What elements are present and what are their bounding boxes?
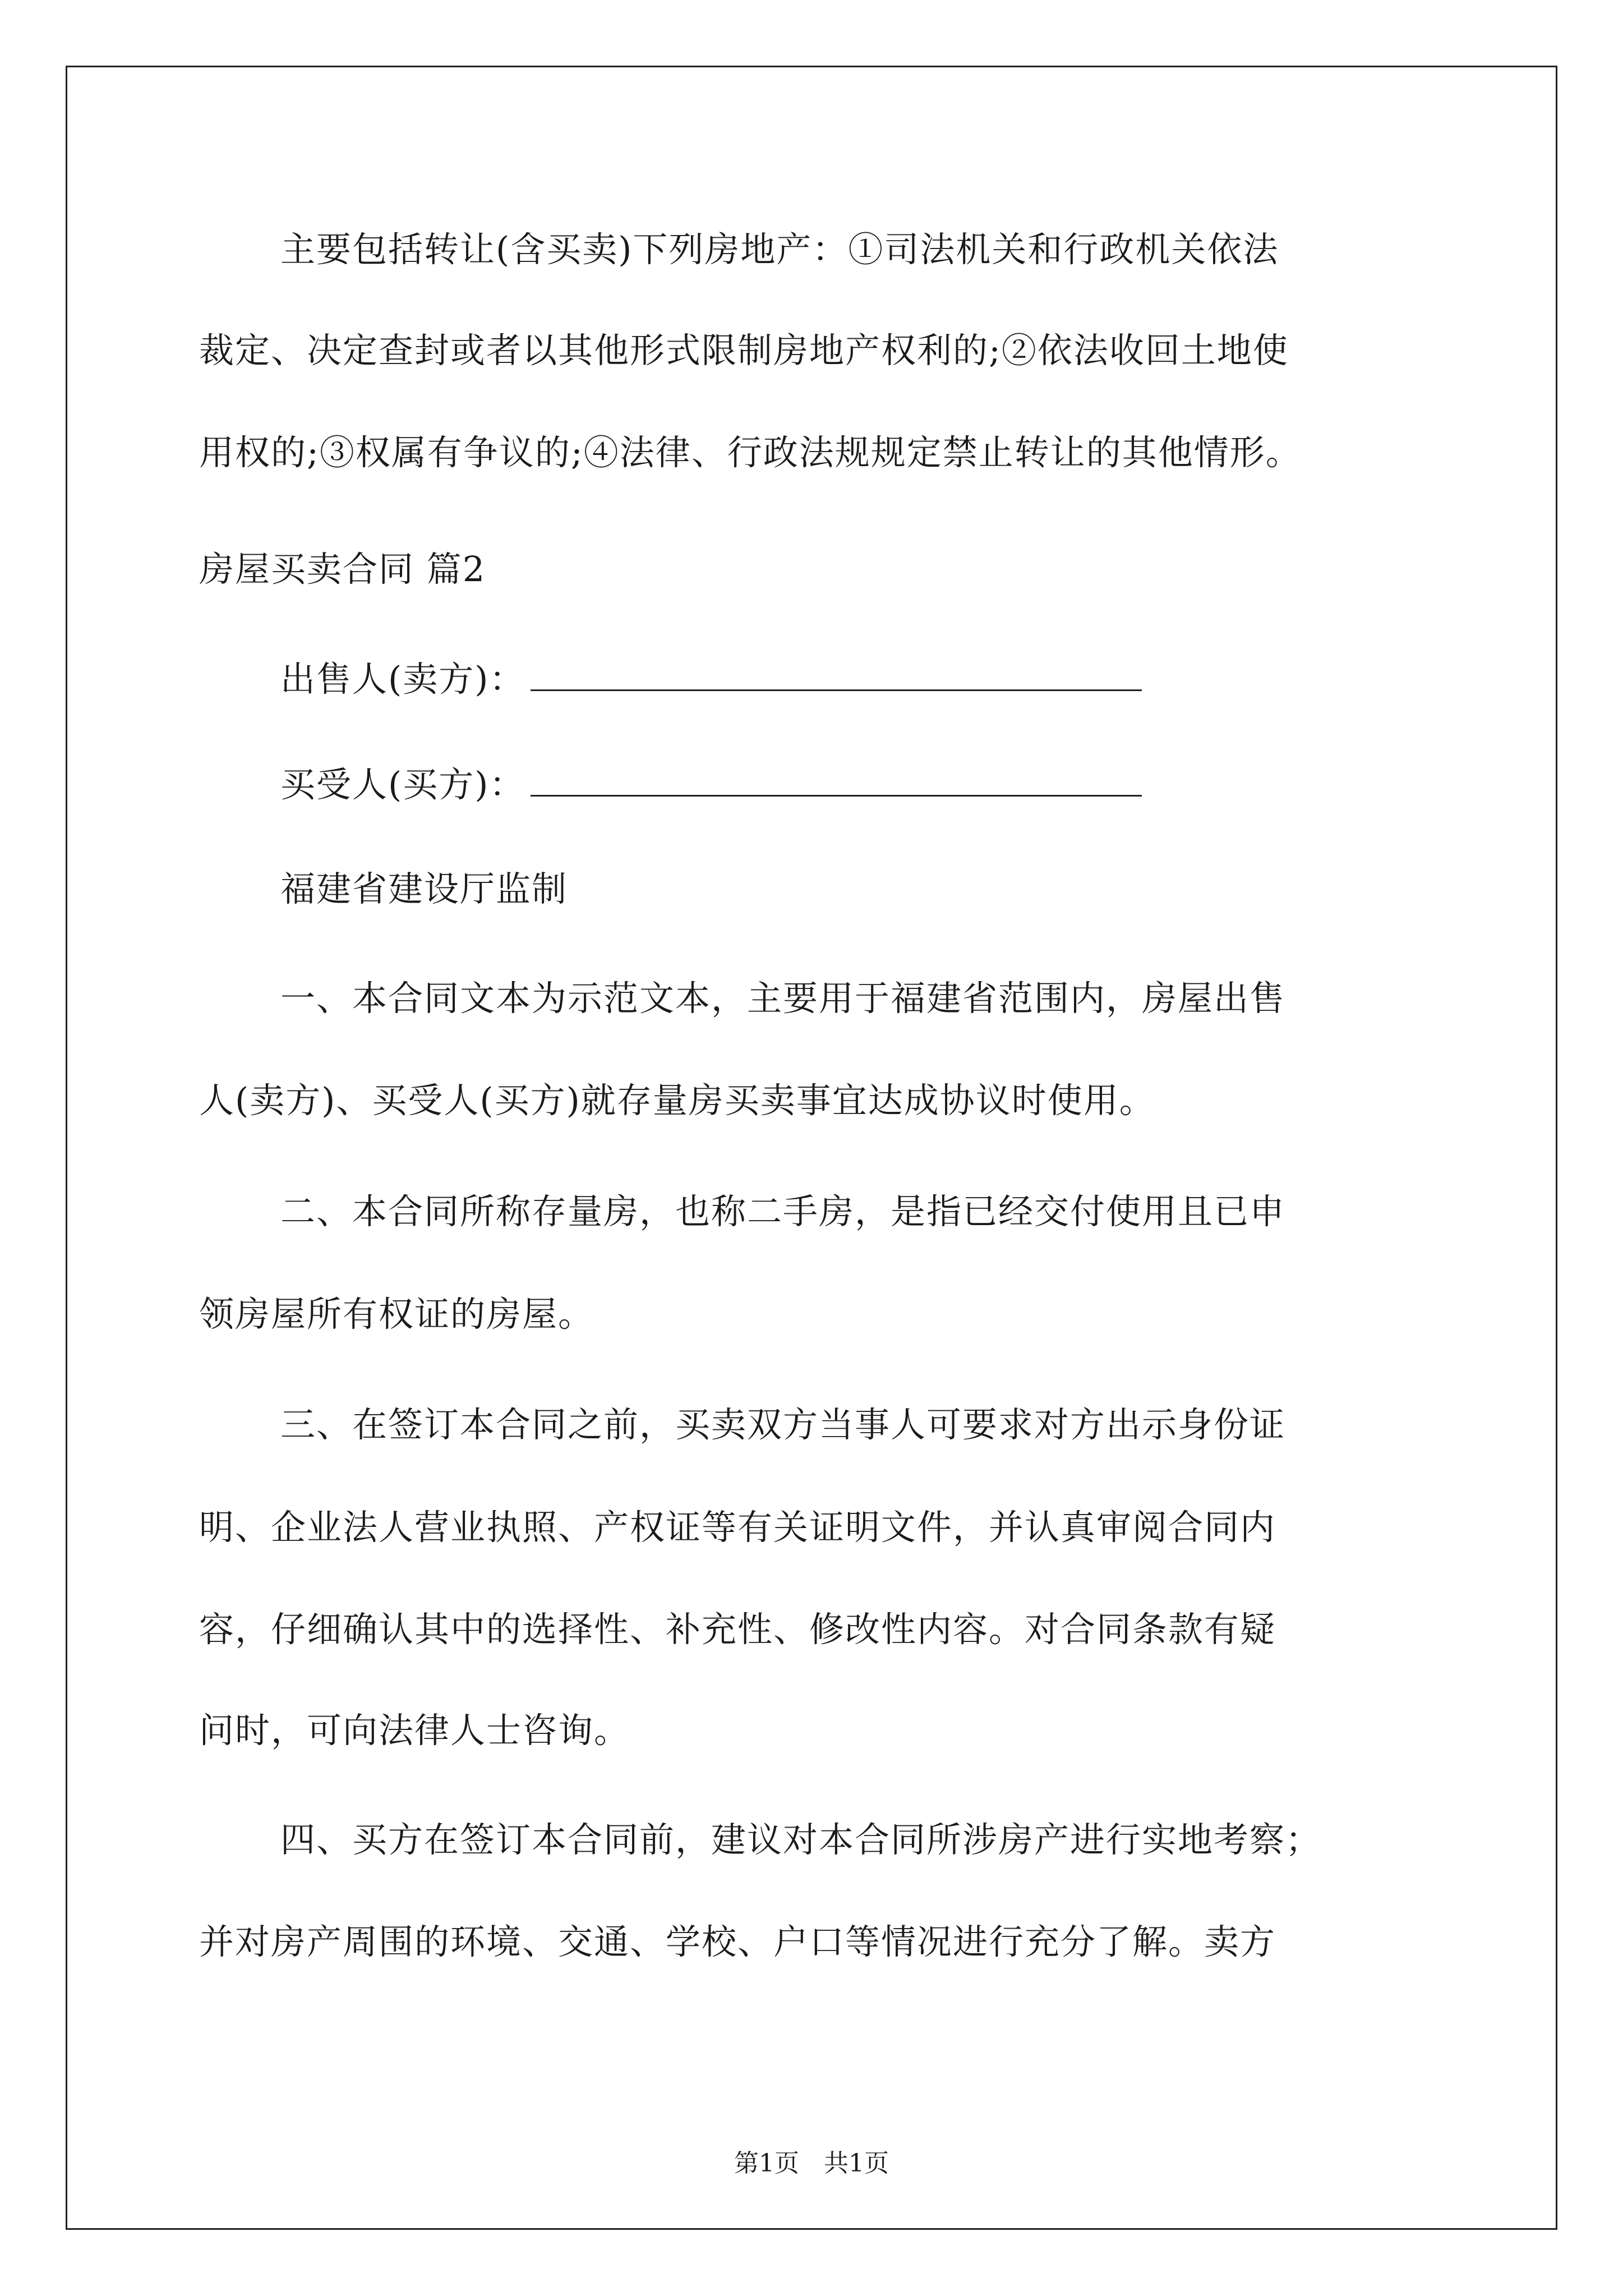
paragraph-line: 领房屋所有权证的房屋。 <box>199 1294 594 1335</box>
section-heading: 房屋买卖合同 篇2 <box>199 549 486 590</box>
paragraph-line: 二、本合同所称存量房，也称二手房，是指已经交付使用且已申 <box>280 1191 1286 1232</box>
seller-blank-line <box>531 655 1142 691</box>
paragraph-line: 明、企业法人营业执照、产权证等有关证明文件，并认真审阅合同内 <box>199 1507 1276 1548</box>
seller-label: 出售人(卖方)： <box>280 659 525 700</box>
paragraph-line: 裁定、决定查封或者以其他形式限制房地产权利的;②依法收回土地使 <box>199 330 1289 371</box>
paragraph-line: 并对房产周围的环境、交通、学校、户口等情况进行充分了解。卖方 <box>199 1921 1276 1962</box>
paragraph-line: 问时，可向法律人士咨询。 <box>199 1710 630 1751</box>
paragraph-line: 主要包括转让(含买卖)下列房地产：①司法机关和行政机关依法 <box>280 229 1279 270</box>
buyer-label: 买受人(买方)： <box>280 764 525 805</box>
issuer-line: 福建省建设厅监制 <box>280 868 568 909</box>
page-border <box>66 66 1557 2230</box>
paragraph-line: 容，仔细确认其中的选择性、补充性、修改性内容。对合同条款有疑 <box>199 1609 1276 1650</box>
paragraph-line: 一、本合同文本为示范文本，主要用于福建省范围内，房屋出售 <box>280 978 1286 1019</box>
page-footer: 第1页 共1页 <box>734 2149 889 2178</box>
paragraph-line: 三、在签订本合同之前，买卖双方当事人可要求对方出示身份证 <box>280 1404 1286 1445</box>
paragraph-line: 人(卖方)、买受人(买方)就存量房买卖事宜达成协议时使用。 <box>199 1080 1155 1121</box>
buyer-blank-line <box>531 760 1142 797</box>
paragraph-line: 四、买方在签订本合同前，建议对本合同所涉房产进行实地考察； <box>280 1819 1322 1860</box>
seller-field-row <box>280 655 1142 702</box>
paragraph-line: 用权的;③权属有争议的;④法律、行政法规规定禁止转让的其他情形。 <box>199 432 1302 473</box>
buyer-field-row <box>280 760 1142 807</box>
